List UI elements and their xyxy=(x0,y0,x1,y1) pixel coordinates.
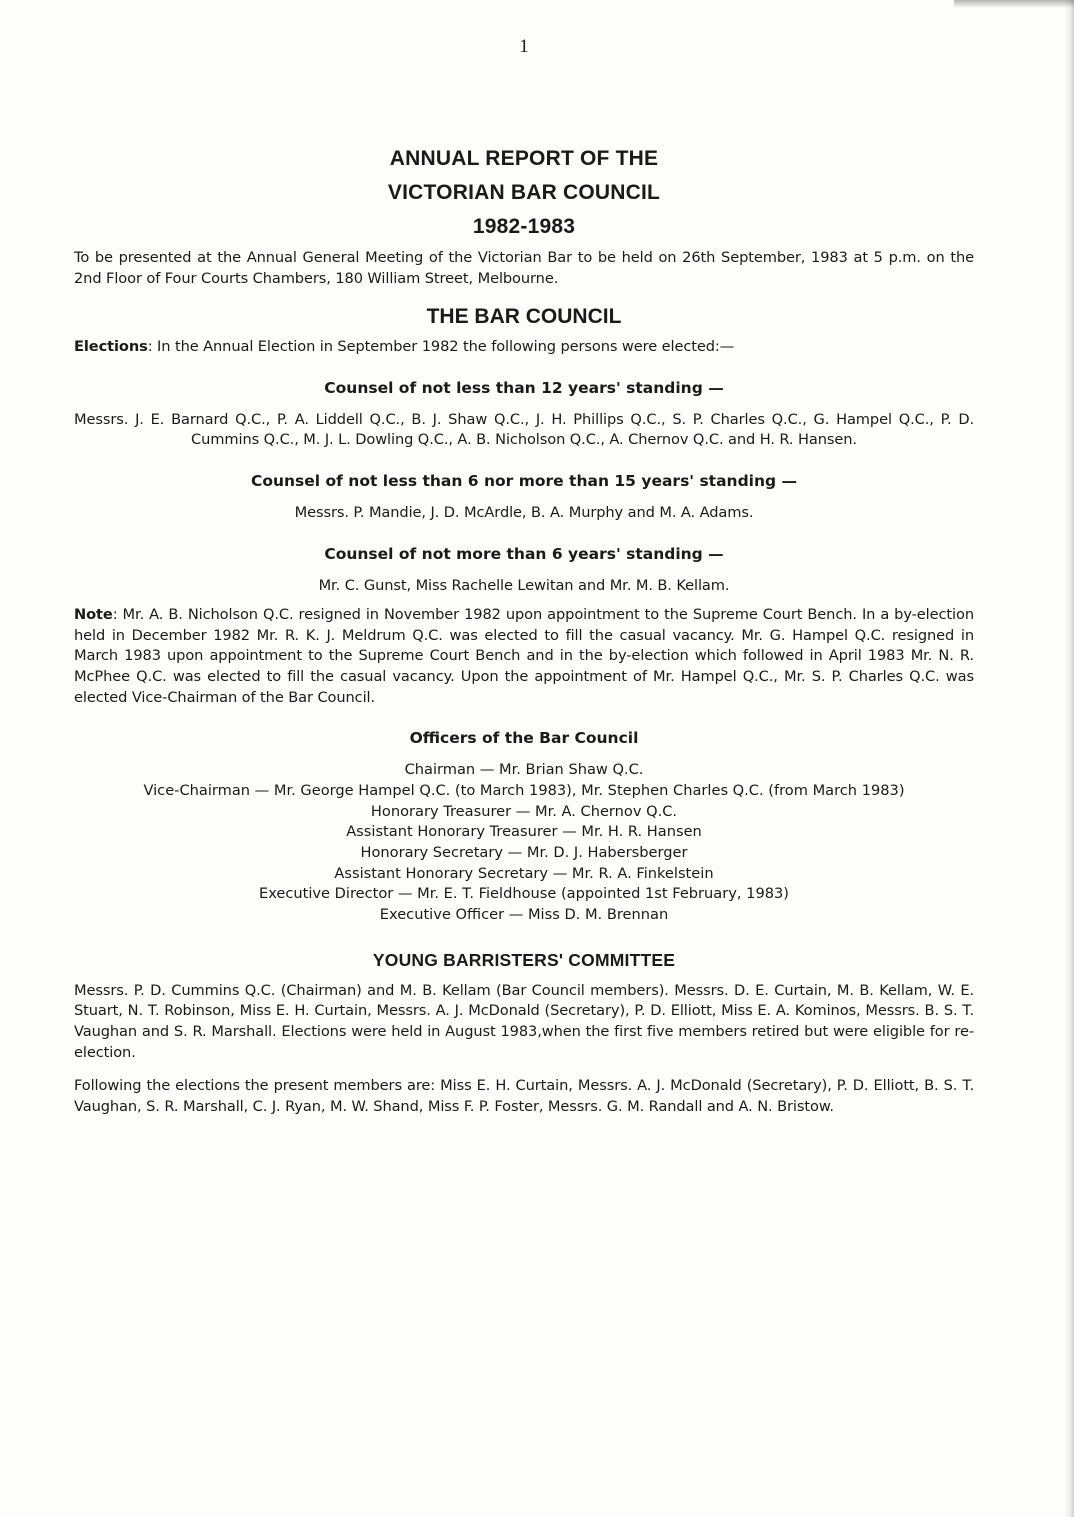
officer-honorary-secretary: Honorary Secretary — Mr. D. J. Habersberger xyxy=(360,843,688,861)
young-barristers-paragraph-2: Following the elections the present members are: Miss E. H. Curtain, Messrs. A. J. McDonald (Secretary), P. D. Elliott, B. S. T. Vaughan, S. R. Marshall, C. J. Ryan, M. W. Shand, Miss F. P. Foster, Messrs. G. M. Randall and A. N. Bristow. xyxy=(74,1077,974,1115)
report-title xyxy=(74,142,974,244)
officer-vice-chairman: Vice-Chairman — Mr. George Hampel Q.C. (to March 1983), Mr. Stephen Charles Q.C. (from March 1983) xyxy=(143,781,905,799)
intro-paragraph: To be presented at the Annual General Meeting of the Victorian Bar to be held on 26th September, 1983 at 5 p.m. on the 2nd Floor of Four Courts Chambers, 180 William Street, Melbourne. xyxy=(74,249,974,287)
officers-list xyxy=(74,760,974,926)
note-paragraph xyxy=(74,605,974,708)
scan-edge-shadow xyxy=(954,0,1074,8)
page-content xyxy=(74,36,974,1117)
elections-label: Elections xyxy=(74,338,148,356)
bar-council-heading: THE BAR COUNCIL xyxy=(426,305,622,329)
group-heading-6-years: Counsel of not more than 6 years' standing — xyxy=(324,544,724,563)
group-heading-12-years: Counsel of not less than 12 years' standing — xyxy=(324,378,724,397)
officer-assistant-honorary-secretary: Assistant Honorary Secretary — Mr. R. A. Finkelstein xyxy=(334,864,714,882)
group-members-6-15-years: Messrs. P. Mandie, J. D. McArdle, B. A. Murphy and M. A. Adams. xyxy=(294,503,754,521)
title-line-1: ANNUAL REPORT OF THE xyxy=(389,147,659,170)
title-line-3: 1982-1983 xyxy=(472,215,576,238)
page-number: 1 xyxy=(519,36,529,57)
group-members-12-years: Messrs. J. E. Barnard Q.C., P. A. Liddell Q.C., B. J. Shaw Q.C., J. H. Phillips Q.C., S. P. Charles Q.C., G. Hampel Q.C., P. D. Cummins Q.C., M. J. L. Dowling Q.C., A. B. Nicholson Q.C., A. Chernov Q.C. and H. R. Hansen. xyxy=(74,410,974,449)
elections-paragraph xyxy=(74,337,974,358)
officer-executive-director: Executive Director — Mr. E. T. Fieldhouse (appointed 1st February, 1983) xyxy=(258,885,790,903)
group-members-6-years: Mr. C. Gunst, Miss Rachelle Lewitan and Mr. M. B. Kellam. xyxy=(318,576,730,594)
young-barristers-heading: YOUNG BARRISTERS' COMMITTEE xyxy=(372,949,676,970)
officers-heading: Officers of the Bar Council xyxy=(409,729,639,748)
group-heading-6-15-years: Counsel of not less than 6 nor more than 15 years' standing — xyxy=(250,471,798,490)
officer-assistant-honorary-treasurer: Assistant Honorary Treasurer — Mr. H. R. Hansen xyxy=(346,823,702,841)
young-barristers-paragraph-1: Messrs. P. D. Cummins Q.C. (Chairman) and M. B. Kellam (Bar Council members). Messrs. D. E. Curtain, M. B. Kellam, W. E. Stuart, N. T. Robinson, Miss E. H. Curtain, Messrs. A. J. McDonald (Secretary), P. D. Elliott, Miss E. A. Kominos, Messrs. B. S. T. Vaughan and S. R. Marshall. Elections were held in August 1983,when the first five members retired but were eligible for re-election. xyxy=(74,981,974,1061)
officer-honorary-treasurer: Honorary Treasurer — Mr. A. Chernov Q.C. xyxy=(370,802,678,820)
elections-text: : In the Annual Election in September 1982 the following persons were elected:— xyxy=(147,338,735,356)
title-line-2: VICTORIAN BAR COUNCIL xyxy=(387,181,661,204)
officer-executive-officer: Executive Officer — Miss D. M. Brennan xyxy=(379,906,669,924)
scan-edge-shadow-right xyxy=(1064,0,1074,1517)
note-text: : Mr. A. B. Nicholson Q.C. resigned in November 1982 upon appointment to the Supreme Court Bench. In a by-election held in December 1982 Mr. R. K. J. Meldrum Q.C. was elected to fill the casual vacancy. Mr. G. Hampel Q.C. resigned in March 1983 upon appointment to the Supreme Court Bench and in the by-election which followed in April 1983 Mr. N. R. McPhee Q.C. was elected to fill the casual vacancy. Upon the appointment of Mr. Hampel Q.C., Mr. S. P. Charles Q.C. was elected Vice-Chairman of the Bar Council. xyxy=(74,606,974,706)
note-label: Note xyxy=(74,606,113,624)
officer-chairman: Chairman — Mr. Brian Shaw Q.C. xyxy=(404,761,644,779)
